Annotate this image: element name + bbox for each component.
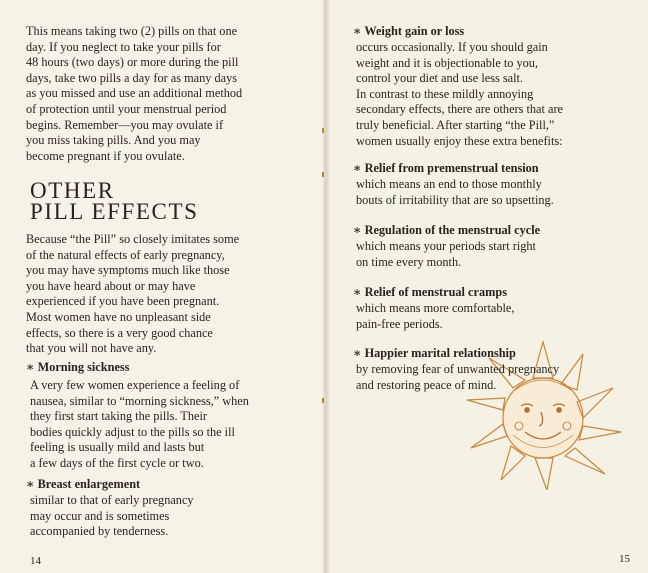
breast-enlargement-text: similar to that of early pregnancy may occur and is sometimes accompanied by tenderness. <box>30 493 194 539</box>
page-number-left: 14 <box>30 555 41 567</box>
cramps-heading: ∗ Relief of menstrual cramps <box>353 285 507 299</box>
cramps-text: which means more comfortable, pain-free periods. <box>356 301 515 331</box>
premenstrual-heading: ∗ Relief from premenstrual tension <box>353 161 539 175</box>
spine-mark <box>322 128 324 133</box>
spine-mark <box>322 398 324 403</box>
marital-heading: ∗ Happier marital relationship <box>353 346 516 360</box>
spine-mark <box>322 172 324 177</box>
morning-sickness-text: A very few women experience a feeling of nausea, similar to “morning sickness,” when they first start taking the pills. Their bodies quickly adjust to the pills so the ill feeling is usually mild and lasts but a few days of the first cycle or two. <box>30 378 249 470</box>
intro-effects-paragraph: Because “the Pill” so closely imitates some of the natural effects of early pregnancy, you may have symptoms much like those you have heard about or may have experienced if you have been pregnant. Most women have no unpleasant side effects, so there is a very good chance that you will not have any. <box>26 232 240 356</box>
section-title: OTHER PILL EFFECTS <box>30 178 199 224</box>
regulation-heading: ∗ Regulation of the menstrual cycle <box>353 223 541 237</box>
page-number-right: 15 <box>619 553 630 565</box>
morning-sickness-heading: ∗ Morning sickness <box>26 360 130 374</box>
premenstrual-text: which means an end to those monthly bouts of irritability that are so upsetting. <box>356 177 554 207</box>
breast-enlargement-heading: ∗ Breast enlargement <box>26 477 141 491</box>
marital-text: by removing fear of unwanted pregnancy and restoring peace of mind. <box>356 362 560 392</box>
weight-heading: ∗ Weight gain or loss <box>353 24 465 38</box>
weight-text: occurs occasionally. If you should gain weight and it is objectionable to you, control your diet and use less salt. In contrast to these mildly annoying secondary effects, there are others that are truly beneficial. After starting “the Pill,” women usually enjoy these extra benefits: <box>356 40 563 148</box>
regulation-text: which means your periods start right on time every month. <box>356 239 536 269</box>
intro-paragraph: This means taking two (2) pills on that one day. If you neglect to take your pills for 48 hours (two days) or more during the pill days, take two pills a day for as many days as you missed and use an additional method of protection until your menstrual period begins. Remember—you may ovulate if you miss taking pills. And you may become pregnant if you ovulate. <box>26 24 243 163</box>
book-spine <box>323 0 329 573</box>
